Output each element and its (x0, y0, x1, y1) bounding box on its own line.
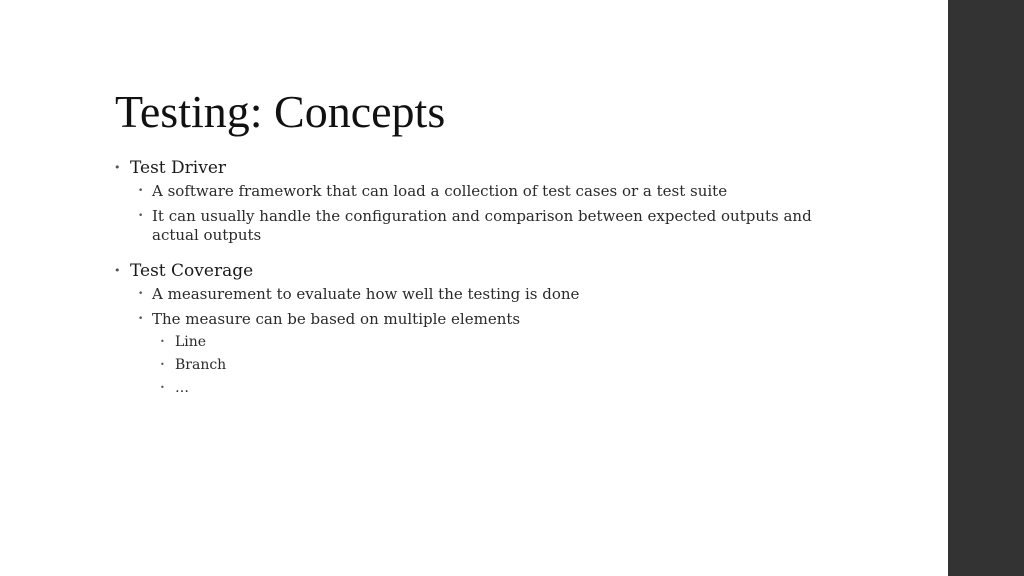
sub-sub-bullet-item (152, 356, 914, 374)
slide-title: Testing: Concepts (115, 86, 446, 137)
bullet-test-driver (114, 156, 914, 245)
bullet-icon: • (114, 264, 121, 277)
sub-sub-bullet-text: Branch (175, 357, 227, 373)
bullet-icon: • (160, 383, 165, 392)
bullet-list (114, 156, 914, 397)
bullet-test-coverage (114, 259, 914, 397)
sub-bullet-item (130, 310, 914, 397)
sub-bullet-list (130, 182, 914, 245)
sub-bullet-text: A measurement to evaluate how well the testing is done (152, 285, 580, 303)
sub-sub-bullet-text: … (175, 380, 189, 396)
bullet-icon: • (114, 161, 121, 174)
bullet-icon: • (138, 211, 144, 221)
sub-sub-bullet-list (152, 333, 914, 397)
bullet-icon: • (138, 314, 144, 324)
bullet-icon: • (160, 337, 165, 346)
sub-sub-bullet-item (152, 333, 914, 351)
bullet-icon: • (160, 360, 165, 369)
sub-bullet-text: The measure can be based on multiple elements (152, 310, 521, 328)
sub-bullet-text: A software framework that can load a collection of test cases or a test suite (152, 182, 728, 200)
sub-bullet-list (130, 285, 914, 397)
sub-sub-bullet-text: Line (175, 334, 207, 350)
sub-bullet-item (130, 285, 914, 304)
bullet-icon: • (138, 186, 144, 196)
sub-sub-bullet-item (152, 379, 914, 397)
sub-bullet-text: It can usually handle the configuration and comparison between expected outputs and actual outputs (152, 207, 812, 244)
bullet-text: Test Driver (130, 158, 227, 178)
slide-content (114, 156, 914, 403)
sub-bullet-item (130, 207, 812, 245)
bullet-text: Test Coverage (130, 261, 254, 281)
side-bar (948, 0, 1024, 576)
bullet-icon: • (138, 289, 144, 299)
sub-bullet-item (130, 182, 914, 201)
